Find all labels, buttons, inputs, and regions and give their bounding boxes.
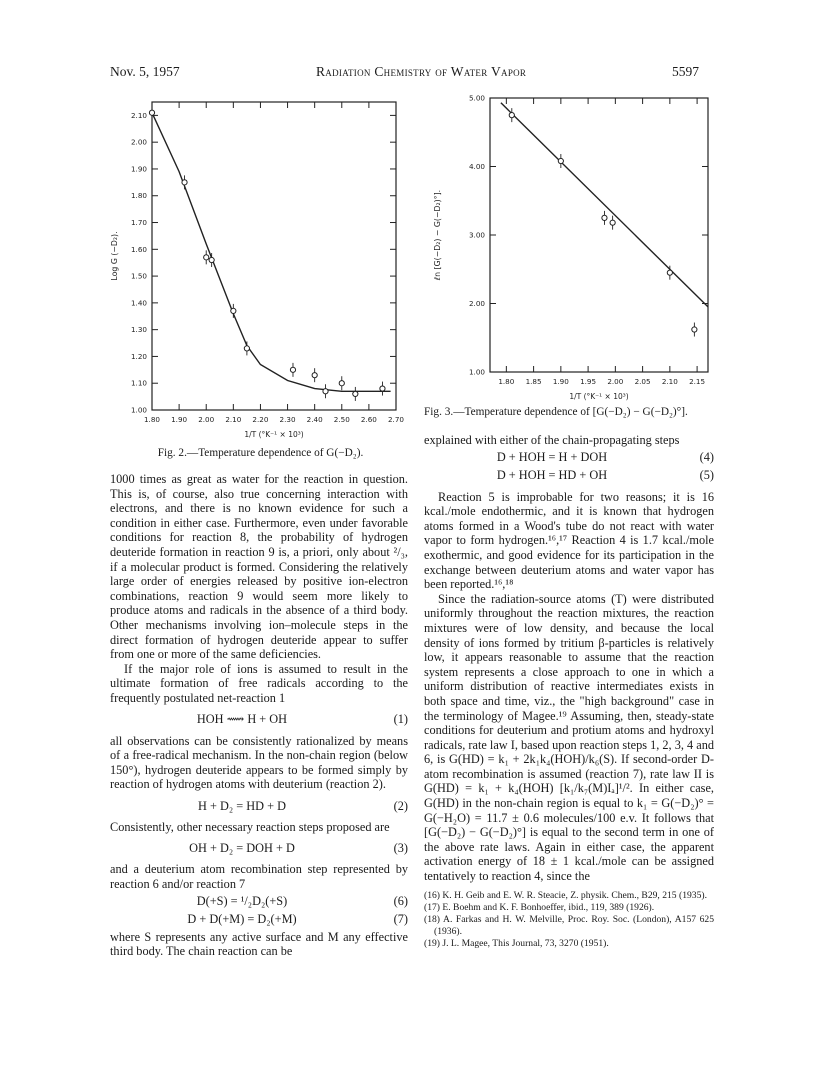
x-tick-label: 2.40: [306, 415, 323, 424]
data-point: [182, 180, 187, 185]
plot-frame: [490, 98, 708, 372]
left-paragraph-2: If the major role of ions is assumed to result in the ultimate formation of free radicals according to the frequently postulated net-reaction 1: [110, 661, 408, 705]
data-point: [244, 346, 249, 351]
x-tick-label: 1.80: [498, 377, 515, 386]
y-tick-label: 3.00: [468, 230, 485, 240]
data-point: [602, 215, 607, 220]
y-tick-label: 1.90: [130, 164, 147, 174]
y-tick-label: 1.70: [130, 218, 147, 228]
data-point: [204, 255, 209, 260]
equation-7-number: (7): [393, 912, 408, 927]
data-point: [558, 158, 563, 163]
y-tick-label: 1.00: [468, 367, 485, 377]
x-tick-label: 2.50: [333, 415, 350, 424]
data-point: [290, 367, 295, 372]
equation-6-number: (6): [393, 894, 408, 909]
equation-1-number: (1): [393, 712, 408, 727]
right-column: [424, 433, 714, 951]
footnotes: [424, 890, 714, 951]
y-tick-label: 1.50: [130, 271, 147, 281]
equation-6-body: D(+S) = ¹/₂D₂(+S): [196, 894, 288, 909]
equation-5-body: D + HOH = HD + OH: [496, 468, 608, 483]
x-tick-label: 1.95: [580, 377, 597, 386]
data-point: [149, 110, 154, 115]
left-column: [110, 472, 408, 959]
y-tick-label: 1.30: [130, 325, 147, 335]
header-title: Radiation Chemistry of Water Vapor: [316, 64, 527, 79]
data-point: [380, 386, 385, 391]
footnote-18: (18) A. Farkas and H. W. Melville, Proc. Roy. Soc. (London), A157 625 (1936).: [424, 914, 714, 938]
figure-3-caption: Fig. 3.—Temperature dependence of [G(−D₂) − G(−D₂)°].: [424, 406, 688, 418]
x-tick-label: 1.80: [143, 415, 161, 424]
data-point: [209, 257, 214, 262]
x-tick-label: 2.00: [607, 377, 624, 386]
y-tick-label: 4.00: [468, 162, 485, 171]
plot-frame: [152, 102, 396, 410]
x-tick-label: 2.30: [279, 415, 296, 424]
right-paragraph-1: explained with either of the chain-propagating steps: [424, 433, 680, 447]
x-tick-label: 1.90: [171, 415, 188, 424]
x-tick-label: 2.20: [252, 415, 269, 424]
data-point: [692, 327, 697, 332]
figure-2-caption: Fig. 2.—Temperature dependence of G(−D₂).: [157, 447, 364, 459]
equation-7-body: D + D(+M) = D₂(+M): [187, 912, 297, 927]
right-paragraph-2: Reaction 5 is improbable for two reasons; it is 16 kcal./mole endothermic, and it is known that hydrogen atoms formed in a Wood's tube do not react with water vapor to form hydrogen.¹⁶,¹⁷ Reaction 4 is 1.7 kcal./mole exothermic, and good evidence for its participation in the exchange between deuterium atoms and water vapor has been reported.¹⁶,¹⁸: [424, 489, 714, 592]
equation-5-number: (5): [699, 468, 714, 483]
x-tick-label: 2.05: [634, 377, 651, 386]
figure-3-chart: [424, 88, 714, 406]
equation-2-number: (2): [393, 798, 408, 813]
x-tick-label: 1.85: [525, 377, 542, 386]
equation-5: [424, 468, 714, 484]
equation-4-body: D + HOH = H + DOH: [496, 450, 608, 465]
equation-1: [110, 711, 408, 729]
y-tick-label: 2.00: [468, 299, 485, 308]
x-tick-label: 2.60: [360, 415, 377, 424]
y-tick-label: 2.10: [130, 110, 147, 120]
equation-3-number: (3): [393, 841, 408, 856]
y-tick-label: 1.00: [130, 405, 147, 415]
y-tick-label: 2.00: [130, 137, 147, 147]
x-axis-label: 1/T (°K⁻¹ × 10³): [244, 430, 304, 439]
left-paragraph-5: and a deuterium atom recombination step represented by reaction 6 and/or reaction 7: [110, 862, 408, 892]
left-paragraph-3: all observations can be consistently rationalized by means of a free-radical mechanism. In the non-chain region (below 150°), hydrogen deuteride appears to be formed simply by reaction of hydrogen atoms with deuterium (reaction 2).: [110, 733, 408, 792]
fitted-line: [501, 103, 708, 307]
y-tick-label: 1.60: [130, 244, 147, 254]
footnote-17: (17) E. Boehm and K. F. Bonhoeffer, ibid., 119, 389 (1926).: [424, 901, 655, 913]
equation-1-body: HOH ⟿ H + OH: [196, 712, 288, 727]
left-paragraph-6: where S represents any active surface and M any effective third body. The chain reaction can be: [110, 929, 408, 959]
x-tick-label: 2.10: [661, 377, 678, 386]
data-point: [312, 373, 317, 378]
equation-2: [110, 797, 408, 815]
equation-6: [110, 894, 408, 910]
equation-2-body: H + D₂ = HD + D: [198, 798, 286, 813]
figure-2-chart: [108, 92, 413, 447]
x-tick-label: 2.00: [198, 415, 215, 424]
y-axis-label: Log G (−D₂).: [110, 231, 119, 281]
data-point: [509, 113, 514, 118]
x-tick-label: 2.15: [689, 377, 706, 386]
data-point: [231, 308, 236, 313]
y-tick-label: 1.20: [130, 351, 147, 361]
y-tick-label: 1.80: [130, 191, 147, 201]
data-point: [323, 389, 328, 394]
y-tick-label: 1.40: [130, 298, 147, 308]
left-paragraph-1: 1000 times as great as water for the reaction in question. This is, of course, also true concerning interaction with electrons, and there is no known evidence for such a condition in either case. Furthermore, even under favorable conditions for reaction 8, the probability of hydrogen deuteride formation in reaction 9 is, a priori, only about ²/₃, if a molecular product is formed. Considering the relatively large order of energies released by positive ion-electron combinations, reaction 9 would seem more likely to produce atoms and radicals in the absence of a third body. Other mechanisms involving ion–molecule steps in the direct formation of hydrogen deuteride appear to suffer from one or more of the same deficiencies.: [110, 472, 408, 662]
equation-7: [110, 912, 408, 928]
equation-3-body: OH + D₂ = DOH + D: [189, 841, 295, 856]
y-axis-label: ℓn [G(−D₂) − G(−D₂)°].: [433, 189, 442, 281]
header-date: Nov. 5, 1957: [110, 64, 180, 79]
fitted-curve: [152, 113, 391, 392]
footnote-16: (16) K. H. Geib and E. W. R. Steacie, Z. physik. Chem., B29, 215 (1935).: [424, 889, 707, 901]
x-tick-label: 1.90: [552, 377, 569, 386]
data-point: [667, 270, 672, 275]
y-tick-label: 1.10: [130, 378, 147, 388]
left-paragraph-4: Consistently, other necessary reaction steps proposed are: [110, 819, 390, 834]
data-point: [339, 381, 344, 386]
right-paragraph-3: Since the radiation-source atoms (T) were distributed uniformly throughout the reaction mixtures, the reaction mixtures were of low density, and because the local density of ions formed by tritium β-particles is relatively low, it appears reasonable to assume that the reaction system represents a close approach to one in which a uniform distribution of reactive intermediates exists in both space and time, viz., the "high background" case in the terminology of Magee.¹⁹ Assuming, then, steady-state conditions for deuterium and protium atoms and hydroxyl radicals, rate law I, based upon reaction steps 1, 2, 3, 4 and 6, is G(HD) = k₁ + 2k₁k₄(HOH)/k₆(S). If second-order D-atom recombination is assumed (reaction 7), rate law II is G(HD) = k₁ + k₄(HOH) [k₁/k₇(M)Iₐ]¹/². In either case, G(HD) in the non-chain region is equal to k₁ = G(−D₂)° = G(−H₂O) = 11.7 ± 0.6 molecules/100 e.v. It follows that [G(−D₂) − G(−D₂)°] is equal to the second term in one of the above rate laws. Again in either case, the apparent activation energy of 18 ± 1 kcal./mole can be assigned tentatively to reaction 4, since the: [424, 591, 714, 884]
y-tick-label: 5.00: [468, 93, 485, 103]
footnote-19: (19) J. L. Magee, This Journal, 73, 3270 (1951).: [424, 938, 609, 950]
data-point: [353, 391, 358, 396]
data-point: [610, 220, 615, 225]
x-tick-label: 2.10: [225, 415, 242, 424]
equation-3: [110, 839, 408, 857]
equation-4: [424, 450, 714, 466]
x-tick-label: 2.70: [387, 415, 405, 424]
equation-4-number: (4): [699, 450, 714, 465]
header-page-number: 5597: [672, 64, 699, 79]
x-axis-label: 1/T (°K⁻¹ × 10³): [569, 392, 629, 401]
